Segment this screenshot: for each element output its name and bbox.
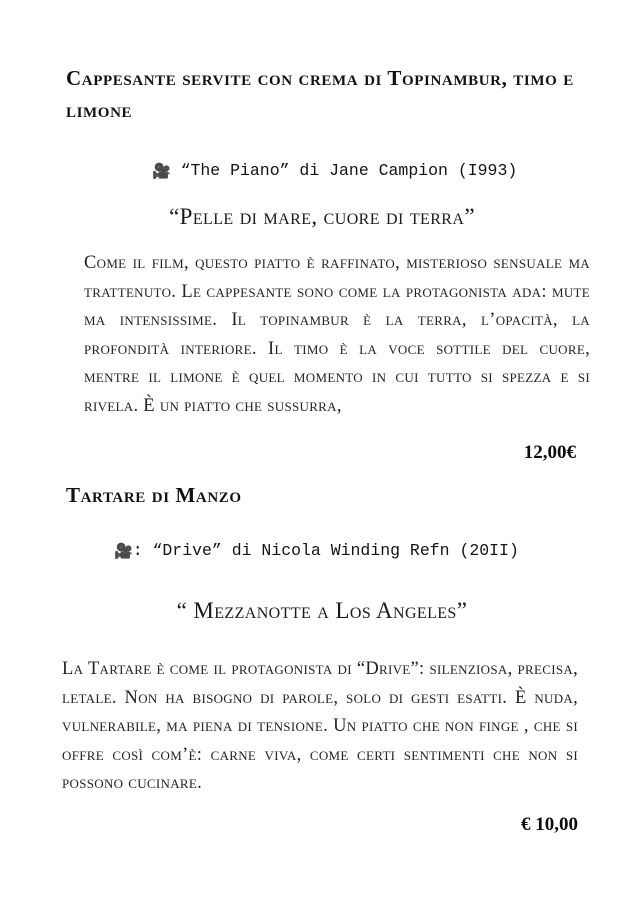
film-credit-text-2: : “Drive” di Nicola Winding Refn (20II) [132, 541, 519, 560]
dish-description-1: Come il film, questo piatto è raffinato, misterioso sensuale ma trattenuto. Le cappesante sono come la protagonista ada: mute ma intensissime. Il topinambur è la terra, l’opacità, la profondità interiore. Il timo è la voce sottile del cuore, mentre il limone è quel momento in cui tutto si spezza e si rivela. È un piatto che sussurra, [84, 253, 590, 416]
dish-heading-cappesante: Cappesante servite con crema di Topinambur, timo e limone [66, 66, 574, 122]
film-credit-line-1 [152, 158, 592, 184]
movie-camera-icon: 🎥 [152, 162, 171, 180]
dish-price-1: 12,00€ [523, 442, 576, 463]
film-credit-text-1: “The Piano” di Jane Campion (I993) [180, 161, 518, 180]
dish-heading-tartare: Tartare di Manzo [66, 483, 242, 507]
dish-tagline-2: “ Mezzanotte a Los Angeles” [176, 598, 468, 623]
film-credit-line-2 [114, 538, 584, 564]
dish-price-2: € 10,00 [521, 814, 578, 835]
dish-description-2: La Tartare è come il protagonista di “Drive”: silenziosa, precisa, letale. Non ha bisogno di parole, solo di gesti esatti. È nuda, vulnerabile, ma piena di tensione. Un piatto che non finge , che si offre così com’è: carne viva, come certi sentimenti che non si possono cucinare. [62, 659, 578, 794]
dish-tagline-1: “Pelle di mare, cuore di terra” [169, 204, 475, 229]
movie-camera-icon: 🎥 [114, 542, 133, 560]
